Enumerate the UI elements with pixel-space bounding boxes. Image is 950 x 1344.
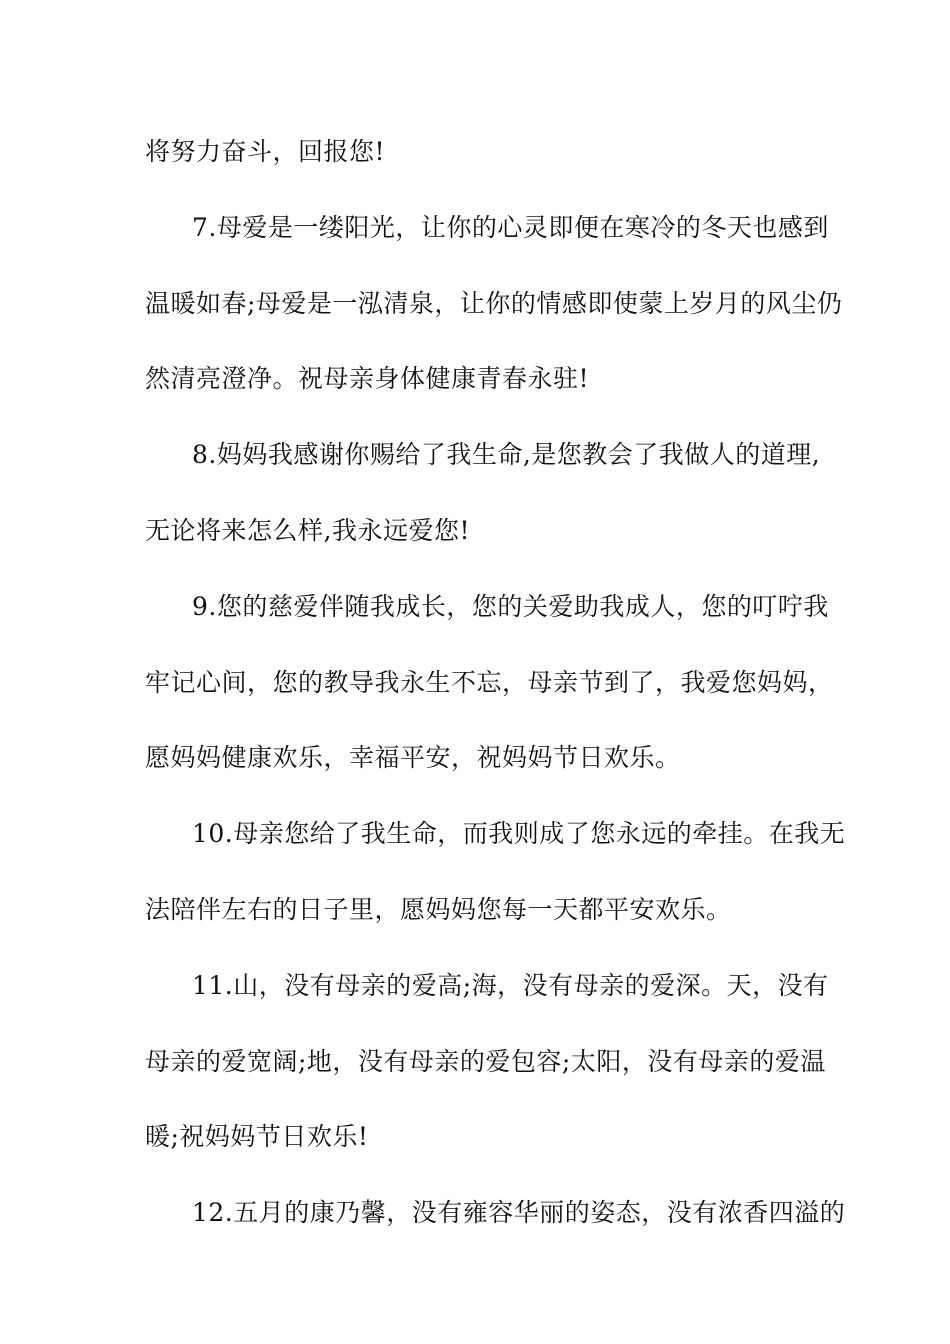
text-line-10: 10.母亲您给了我生命，而我则成了您永远的牵挂。在我无: [192, 819, 846, 849]
text-line-1: 将努力奋斗，回报您!: [145, 137, 386, 166]
text-line-7: 9.您的慈爱伴随我成长，您的关爱助我成人，您的叮咛我: [192, 591, 829, 621]
text-line-4: 然清亮澄净。祝母亲身体健康青春永驻!: [145, 364, 590, 394]
text-line-14: 暖;祝妈妈节日欢乐!: [145, 1122, 369, 1152]
text-line-6: 无论将来怎么样,我永远爱您!: [145, 515, 470, 545]
text-line-9: 愿妈妈健康欢乐，幸福平安，祝妈妈节日欢乐。: [145, 743, 681, 773]
text-line-8: 牢记心间，您的教导我永生不忘，母亲节到了，我爱您妈妈，: [145, 667, 834, 697]
text-line-12: 11.山，没有母亲的爱高;海，没有母亲的爱深。天，没有: [192, 970, 829, 1000]
text-line-5: 8.妈妈我感谢你赐给了我生命,是您教会了我做人的道理,: [192, 440, 821, 470]
text-line-15: 12.五月的康乃馨，没有雍容华丽的姿态，没有浓香四溢的: [192, 1198, 846, 1228]
document-body: [145, 127, 846, 1264]
text-line-11: 法陪伴左右的日子里，愿妈妈您每一天都平安欢乐。: [145, 894, 732, 924]
text-line-13: 母亲的爱宽阔;地，没有母亲的爱包容;太阳，没有母亲的爱温: [145, 1046, 826, 1076]
text-line-2: 7.母爱是一缕阳光，让你的心灵即便在寒冷的冬天也感到: [192, 212, 829, 242]
text-line-3: 温暖如春;母爱是一泓清泉，让你的情感即使蒙上岁月的风尘仍: [145, 288, 843, 318]
